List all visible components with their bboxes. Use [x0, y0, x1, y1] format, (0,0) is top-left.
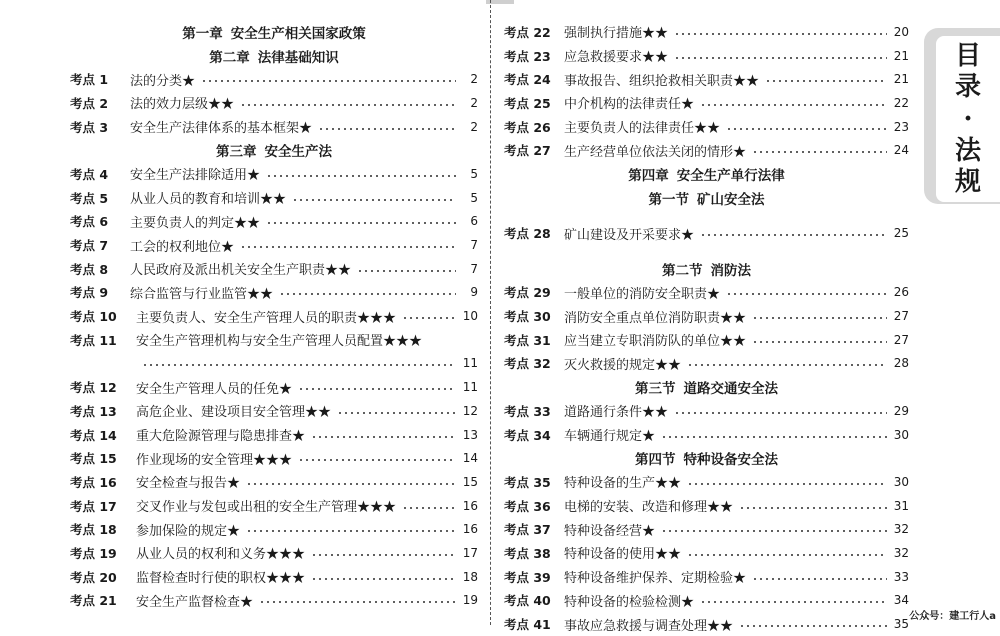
topic-label: 考点 15	[70, 451, 117, 467]
topic-title: 特种设备的生产★★	[564, 476, 682, 492]
toc-entry[interactable]	[70, 494, 478, 518]
page-number: 27	[893, 309, 909, 324]
topic-label: 考点 6	[70, 214, 109, 230]
page-number: 25	[893, 226, 909, 241]
leader-dots	[674, 57, 887, 59]
leader-dots	[687, 364, 887, 366]
toc-left-column	[70, 20, 478, 612]
page-number: 7	[470, 238, 478, 253]
topic-label: 考点 39	[504, 569, 551, 585]
topic-label: 考点 35	[504, 474, 551, 490]
page-number: 10	[462, 309, 478, 324]
chapter-heading: 第一章 安全生产相关国家政策	[182, 25, 366, 42]
toc-entry[interactable]	[504, 517, 909, 541]
leader-dots	[700, 104, 887, 106]
topic-title: 安全检查与报告★	[136, 476, 241, 492]
topic-label: 考点 26	[504, 119, 551, 135]
leader-dots	[726, 293, 887, 295]
topic-label: 考点 29	[504, 285, 551, 301]
leader-dots	[318, 128, 456, 130]
topic-title: 中介机构的法律责任★	[564, 97, 695, 113]
leader-dots	[311, 554, 456, 556]
leader-dots	[357, 270, 456, 272]
page-number: 30	[893, 427, 909, 442]
topic-title: 交叉作业与发包或出租的安全生产管理★★★	[136, 500, 397, 516]
page-number: 33	[893, 569, 909, 584]
topic-label: 考点 19	[70, 545, 117, 561]
page-number: 20	[893, 24, 909, 39]
toc-entry[interactable]	[504, 44, 909, 68]
topic-title: 事故报告、组织抢救相关职责★★	[564, 73, 760, 89]
topic-title: 安全生产法律体系的基本框架★	[130, 121, 313, 137]
leader-dots	[700, 601, 887, 603]
leader-dots	[266, 175, 456, 177]
leader-dots	[739, 507, 887, 509]
page-number: 35	[893, 617, 909, 632]
topic-title: 主要负责人的判定★★	[130, 215, 261, 231]
topic-label: 考点 21	[70, 593, 117, 609]
topic-title: 应当建立专职消防队的单位★★	[564, 334, 747, 350]
toc-entry[interactable]	[504, 541, 909, 565]
page-number: 29	[893, 403, 909, 418]
topic-label: 考点 32	[504, 356, 551, 372]
side-tab-label	[936, 36, 1000, 202]
section-heading: 第一节 矿山安全法	[648, 191, 765, 208]
toc-entry[interactable]	[70, 304, 478, 328]
topic-label: 考点 14	[70, 427, 117, 443]
toc-entry[interactable]	[70, 446, 478, 470]
toc-entry[interactable]	[504, 328, 909, 352]
topic-title: 特种设备的检验检测★	[564, 594, 695, 610]
toc-entry[interactable]	[70, 423, 478, 447]
chapter-heading: 第二章 法律基础知识	[209, 49, 339, 66]
topic-label: 考点 20	[70, 569, 117, 585]
page-number: 32	[893, 545, 909, 560]
leader-dots	[311, 578, 456, 580]
topic-label: 考点 3	[70, 119, 109, 135]
topic-title: 重大危险源管理与隐患排查★	[136, 429, 306, 445]
topic-title: 安全生产管理机构与安全生产管理人员配置★★★	[136, 334, 423, 350]
topic-label: 考点 33	[504, 403, 551, 419]
page-number: 16	[462, 498, 478, 513]
topic-title: 灭火救援的规定★★	[564, 357, 682, 373]
section-heading: 第四节 特种设备安全法	[635, 452, 778, 469]
page-number: 12	[462, 403, 478, 418]
page-number: 5	[470, 190, 478, 205]
leader-dots	[240, 246, 456, 248]
leader-dots	[201, 80, 456, 82]
page-number: 2	[470, 119, 478, 134]
leader-dots	[292, 199, 456, 201]
topic-label: 考点 18	[70, 522, 117, 538]
topic-title: 从业人员的教育和培训★★	[130, 192, 287, 208]
toc-right-column	[504, 20, 909, 636]
toc-entry[interactable]	[504, 304, 909, 328]
toc-entry[interactable]	[70, 565, 478, 589]
topic-title: 安全生产管理人员的任免★	[136, 381, 293, 397]
topic-title: 主要负责人、安全生产管理人员的职责★★★	[136, 310, 397, 326]
page-number: 5	[470, 166, 478, 181]
topic-label: 考点 30	[504, 309, 551, 325]
leader-dots	[700, 234, 887, 236]
topic-title: 消防安全重点单位消防职责★★	[564, 310, 747, 326]
page-number: 34	[893, 593, 909, 608]
topic-title: 应急救援要求★★	[564, 50, 669, 66]
tab-char: ·	[963, 103, 973, 134]
toc-entry[interactable]	[504, 352, 909, 376]
page-number: 22	[893, 95, 909, 110]
topic-title: 安全生产法排除适用★	[130, 168, 261, 184]
toc-entry[interactable]	[70, 328, 478, 375]
column-divider	[490, 0, 491, 625]
topic-label: 考点 37	[504, 522, 551, 538]
leader-dots	[726, 128, 887, 130]
leader-dots	[661, 436, 887, 438]
leader-dots	[246, 483, 456, 485]
topic-title: 道路通行条件★★	[564, 405, 669, 421]
topic-label: 考点 28	[504, 226, 551, 242]
leader-dots	[687, 483, 887, 485]
topic-title: 高危企业、建设项目安全管理★★	[136, 405, 332, 421]
toc-entry[interactable]	[70, 186, 478, 210]
topic-label: 考点 9	[70, 285, 109, 301]
leader-dots	[337, 412, 456, 414]
toc-entry[interactable]	[70, 67, 478, 91]
toc-entry[interactable]	[70, 257, 478, 281]
page-number: 9	[470, 285, 478, 300]
toc-entry[interactable]	[70, 375, 478, 399]
topic-label: 考点 7	[70, 238, 109, 254]
topic-title: 主要负责人的法律责任★★	[564, 121, 721, 137]
topic-label: 考点 13	[70, 403, 117, 419]
tab-char: 法	[954, 135, 981, 166]
topic-label: 考点 8	[70, 261, 109, 277]
tab-char: 规	[954, 167, 981, 198]
leader-dots	[298, 388, 456, 390]
topic-title: 特种设备经营★	[564, 523, 656, 539]
topic-label: 考点 36	[504, 498, 551, 514]
topic-label: 考点 5	[70, 190, 109, 206]
topic-label: 考点 16	[70, 474, 117, 490]
toc-entry[interactable]	[504, 589, 909, 613]
page-number: 13	[462, 427, 478, 442]
toc-entry[interactable]	[504, 399, 909, 423]
topic-label: 考点 23	[504, 48, 551, 64]
topic-label: 考点 10	[70, 309, 117, 325]
toc-entry[interactable]	[70, 91, 478, 115]
page-number: 21	[893, 48, 909, 63]
leader-dots	[752, 317, 887, 319]
toc-entry[interactable]	[70, 115, 478, 139]
page-number: 2	[470, 72, 478, 87]
toc-entry[interactable]	[70, 210, 478, 234]
toc-entry[interactable]	[70, 233, 478, 257]
page-number: 32	[893, 522, 909, 537]
topic-title: 特种设备维护保养、定期检验★	[564, 571, 747, 587]
leader-dots	[739, 625, 887, 627]
leader-dots	[259, 601, 456, 603]
toc-entry[interactable]	[504, 494, 909, 518]
topic-title: 安全生产监督检查★	[136, 594, 254, 610]
section-heading: 第二节 消防法	[662, 262, 751, 279]
toc-entry[interactable]	[504, 281, 909, 305]
leader-dots	[765, 80, 887, 82]
page-number: 16	[462, 522, 478, 537]
topic-label: 考点 1	[70, 72, 109, 88]
toc-entry[interactable]	[504, 423, 909, 447]
toc-entry[interactable]	[70, 541, 478, 565]
page-number: 7	[470, 261, 478, 276]
page-number: 19	[462, 593, 478, 608]
page-number: 15	[462, 474, 478, 489]
topic-title: 事故应急救援与调查处理★★	[564, 618, 734, 634]
leader-dots	[661, 530, 887, 532]
leader-dots	[246, 530, 456, 532]
leader-dots	[752, 578, 887, 580]
leader-dots	[240, 104, 456, 106]
leader-dots	[279, 293, 456, 295]
topic-label: 考点 2	[70, 95, 109, 111]
chapter-heading: 第四章 安全生产单行法律	[628, 167, 785, 184]
topic-label: 考点 17	[70, 498, 117, 514]
leader-dots	[142, 364, 456, 366]
page-number: 14	[462, 451, 478, 466]
page-number: 23	[893, 119, 909, 134]
topic-label: 考点 12	[70, 380, 117, 396]
toc-entry[interactable]	[504, 565, 909, 589]
toc-entry[interactable]	[504, 115, 909, 139]
page-number: 11	[462, 356, 478, 371]
topic-title: 参加保险的规定★	[136, 523, 241, 539]
leader-dots	[752, 151, 887, 153]
page-number: 24	[893, 143, 909, 158]
topic-title: 工会的权利地位★	[130, 239, 235, 255]
topic-label: 考点 11	[70, 332, 117, 348]
toc-entry[interactable]	[504, 470, 909, 494]
toc-entry[interactable]	[504, 20, 909, 44]
toc-entry[interactable]	[504, 210, 909, 257]
page-number: 31	[893, 498, 909, 513]
page-number: 17	[462, 545, 478, 560]
topic-title: 矿山建设及开采要求★	[564, 227, 695, 243]
page-number: 28	[893, 356, 909, 371]
topic-title: 生产经营单位依法关闭的情形★	[564, 144, 747, 160]
leader-dots	[402, 507, 456, 509]
page-number: 27	[893, 332, 909, 347]
toc-entry[interactable]	[70, 470, 478, 494]
toc-entry[interactable]	[70, 517, 478, 541]
topic-label: 考点 34	[504, 427, 551, 443]
section-heading: 第三节 道路交通安全法	[635, 381, 778, 398]
leader-dots	[674, 412, 887, 414]
topic-title: 车辆通行规定★	[564, 429, 656, 445]
toc-entry[interactable]	[70, 589, 478, 613]
toc-entry[interactable]	[70, 162, 478, 186]
topic-label: 考点 40	[504, 593, 551, 609]
page-number: 11	[462, 380, 478, 395]
topic-title: 法的效力层级★★	[130, 97, 235, 113]
topic-title: 电梯的安装、改造和修理★★	[564, 500, 734, 516]
tab-char: 录	[954, 72, 981, 103]
watermark: 公众号：建工行人a	[909, 611, 996, 622]
toc-entry[interactable]	[70, 399, 478, 423]
page-number: 6	[470, 214, 478, 229]
page-number: 2	[470, 95, 478, 110]
topic-label: 考点 38	[504, 545, 551, 561]
chapter-heading: 第三章 安全生产法	[216, 144, 332, 161]
topic-label: 考点 22	[504, 24, 551, 40]
page-number: 21	[893, 72, 909, 87]
topic-title: 人民政府及派出机关安全生产职责★★	[130, 263, 352, 279]
topic-title: 一般单位的消防安全职责★	[564, 286, 721, 302]
toc-entry[interactable]	[504, 67, 909, 91]
toc-entry[interactable]	[504, 138, 909, 162]
topic-title: 监督检查时行使的职权★★★	[136, 571, 306, 587]
topic-title: 综合监管与行业监管★★	[130, 286, 274, 302]
leader-dots	[687, 554, 887, 556]
topic-title: 从业人员的权利和义务★★★	[136, 547, 306, 563]
topic-title: 作业现场的安全管理★★★	[136, 452, 293, 468]
page-number: 26	[893, 285, 909, 300]
topic-label: 考点 4	[70, 166, 109, 182]
leader-dots	[266, 222, 456, 224]
topic-label: 考点 41	[504, 617, 551, 633]
page-number: 18	[462, 569, 478, 584]
toc-entry[interactable]	[504, 91, 909, 115]
toc-entry[interactable]	[504, 612, 909, 636]
topic-title: 特种设备的使用★★	[564, 547, 682, 563]
toc-entry[interactable]	[70, 281, 478, 305]
page-number: 30	[893, 474, 909, 489]
leader-dots	[752, 341, 887, 343]
topic-title: 法的分类★	[130, 73, 196, 89]
topic-title: 强制执行措施★★	[564, 26, 669, 42]
topic-label: 考点 31	[504, 332, 551, 348]
leader-dots	[674, 33, 887, 35]
leader-dots	[311, 436, 456, 438]
topic-label: 考点 25	[504, 95, 551, 111]
tab-char: 目	[954, 40, 981, 71]
topic-label: 考点 27	[504, 143, 551, 159]
leader-dots	[298, 459, 456, 461]
leader-dots	[402, 317, 456, 319]
topic-label: 考点 24	[504, 72, 551, 88]
